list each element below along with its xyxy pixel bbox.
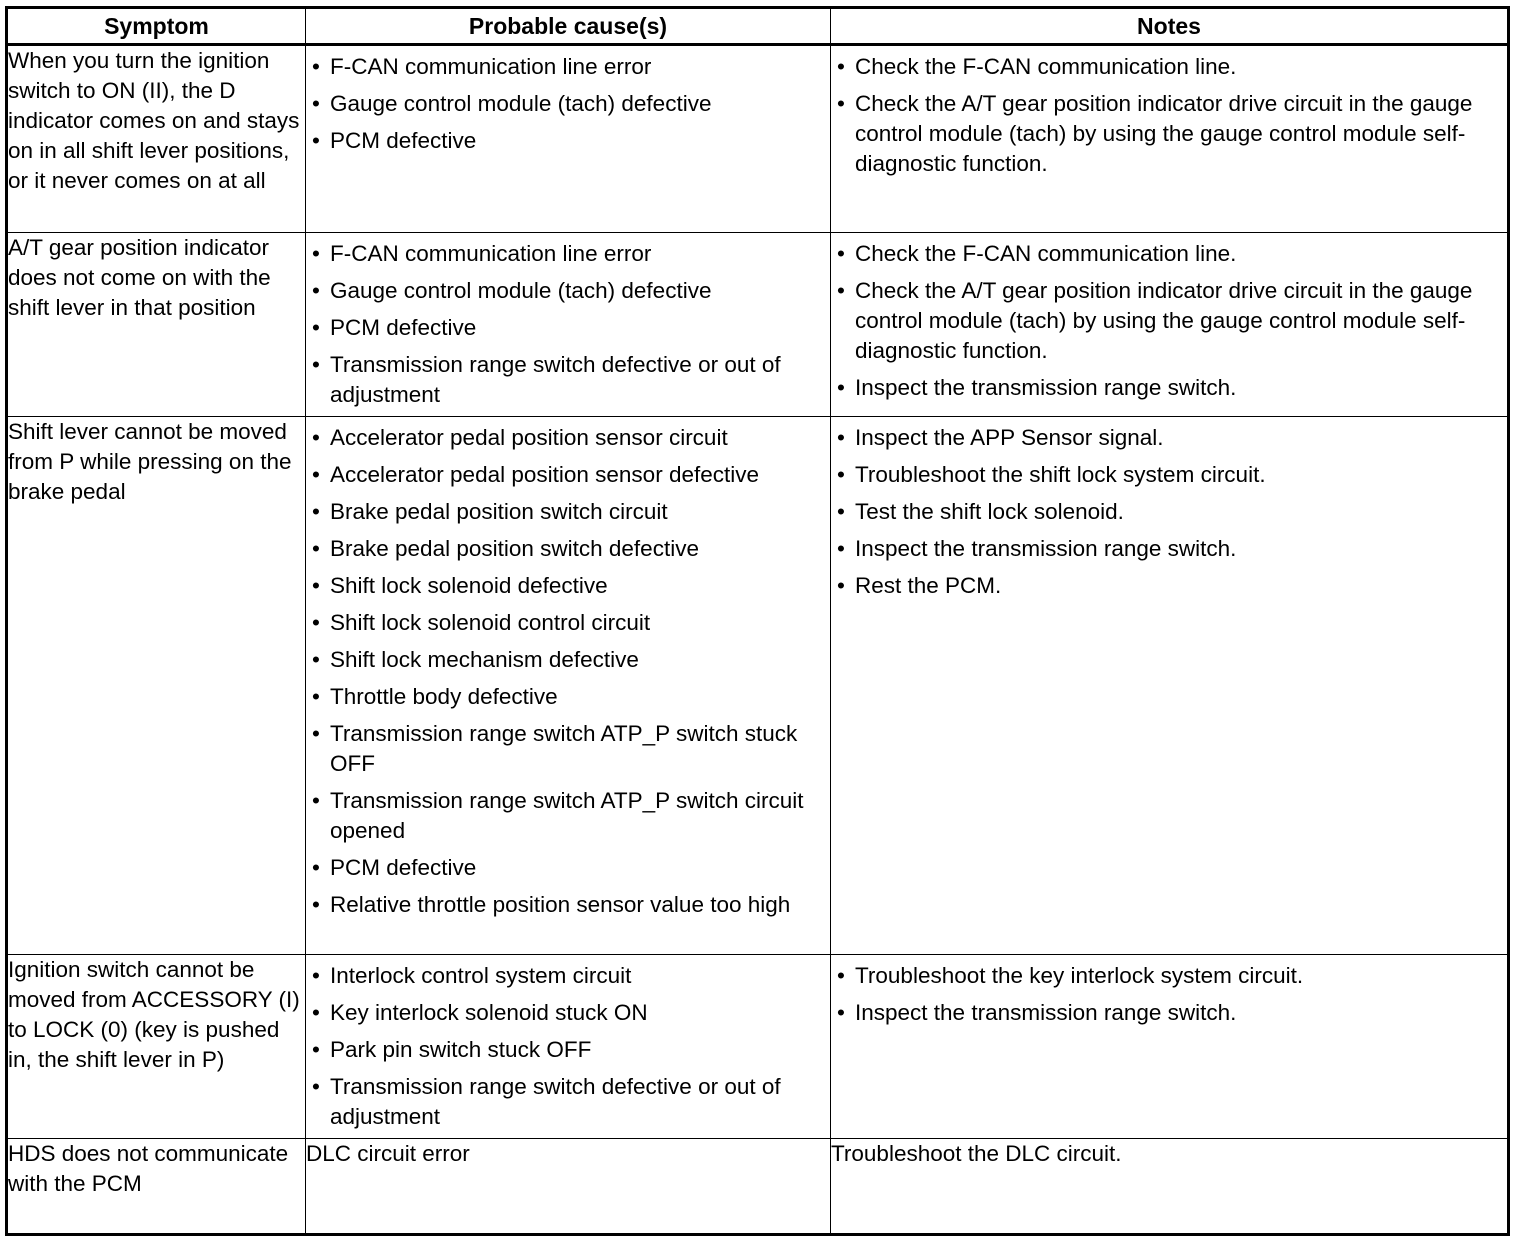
notes-list [831, 233, 1507, 409]
cause-text: F-CAN communication line error [330, 241, 652, 266]
bullet-icon: • [837, 1000, 845, 1025]
bullet-icon: • [312, 892, 320, 917]
cause-text: Transmission range switch defective or out of adjustment [330, 352, 781, 407]
list-item [310, 961, 826, 991]
list-item [310, 682, 826, 712]
bullet-icon: • [312, 425, 320, 450]
note-text: Check the A/T gear position indicator drive circuit in the gauge control module (tach) by using the gauge control module self-diagnostic function. [855, 278, 1473, 363]
bullet-icon: • [837, 536, 845, 561]
notes-cell [831, 955, 1509, 1139]
cause-text: Shift lock solenoid defective [330, 573, 608, 598]
bullet-icon: • [312, 315, 320, 340]
cause-text: Transmission range switch defective or out of adjustment [330, 1074, 781, 1129]
cause-text: Brake pedal position switch defective [330, 536, 699, 561]
cause-text: Gauge control module (tach) defective [330, 91, 712, 116]
cause-text: Interlock control system circuit [330, 963, 632, 988]
note-text: Rest the PCM. [855, 573, 1002, 598]
list-item [835, 571, 1503, 601]
cause-text: Accelerator pedal position sensor circuit [330, 425, 728, 450]
list-item [310, 497, 826, 527]
list-item [310, 890, 826, 920]
list-item [310, 350, 826, 410]
note-text: Inspect the transmission range switch. [855, 375, 1237, 400]
note-text: Inspect the transmission range switch. [855, 536, 1237, 561]
list-item [310, 460, 826, 490]
causes-list [306, 955, 830, 1138]
bullet-icon: • [312, 573, 320, 598]
list-item [835, 373, 1503, 403]
bullet-icon: • [312, 241, 320, 266]
list-item [310, 786, 826, 846]
cause-text: Shift lock mechanism defective [330, 647, 639, 672]
bullet-icon: • [312, 1037, 320, 1062]
bullet-icon: • [312, 278, 320, 303]
cause-text: Shift lock solenoid control circuit [330, 610, 651, 635]
cause-text: Throttle body defective [330, 684, 558, 709]
note-text: Check the A/T gear position indicator drive circuit in the gauge control module (tach) by using the gauge control module self-diagnostic function. [855, 91, 1473, 176]
notes-cell [831, 233, 1509, 417]
bullet-icon: • [312, 499, 320, 524]
symptom-cell: When you turn the ignition switch to ON (II), the D indicator comes on and stays on in all shift lever positions, or it never comes on at all [7, 45, 306, 233]
list-item [835, 460, 1503, 490]
list-item [835, 239, 1503, 269]
bullet-icon: • [837, 425, 845, 450]
causes-cell [306, 417, 831, 955]
list-item [835, 961, 1503, 991]
bullet-icon: • [312, 1000, 320, 1025]
list-item [835, 52, 1503, 82]
header-symptom: Symptom [7, 8, 306, 45]
bullet-icon: • [312, 1074, 320, 1099]
list-item [310, 853, 826, 883]
notes-list [831, 417, 1507, 607]
header-notes: Notes [831, 8, 1509, 45]
troubleshooting-table [5, 6, 1510, 1236]
note-text: Inspect the APP Sensor signal. [855, 425, 1164, 450]
cause-text: Gauge control module (tach) defective [330, 278, 712, 303]
list-item [310, 719, 826, 779]
list-item [835, 89, 1503, 179]
list-item [310, 571, 826, 601]
table-row [7, 1139, 1509, 1235]
notes-cell [831, 45, 1509, 233]
list-item [310, 998, 826, 1028]
list-item [835, 423, 1503, 453]
list-item [310, 126, 826, 156]
bullet-icon: • [312, 963, 320, 988]
bullet-icon: • [312, 721, 320, 746]
causes-cell: DLC circuit error [306, 1139, 831, 1235]
bullet-icon: • [837, 963, 845, 988]
cause-text: Transmission range switch ATP_P switch stuck OFF [330, 721, 798, 776]
cause-text: PCM defective [330, 855, 477, 880]
bullet-icon: • [312, 788, 320, 813]
symptom-cell: HDS does not communicate with the PCM [7, 1139, 306, 1235]
bullet-icon: • [837, 54, 845, 79]
bullet-icon: • [312, 352, 320, 377]
bullet-icon: • [312, 647, 320, 672]
bullet-icon: • [837, 462, 845, 487]
symptom-cell: A/T gear position indicator does not come on with the shift lever in that position [7, 233, 306, 417]
table-row [7, 45, 1509, 233]
bullet-icon: • [312, 128, 320, 153]
notes-list [831, 46, 1507, 185]
list-item [310, 608, 826, 638]
bullet-icon: • [312, 91, 320, 116]
cause-text: Transmission range switch ATP_P switch circuit opened [330, 788, 804, 843]
list-item [310, 423, 826, 453]
notes-list [831, 955, 1507, 1034]
cause-text: Accelerator pedal position sensor defective [330, 462, 759, 487]
list-item [835, 534, 1503, 564]
causes-list [306, 46, 830, 162]
list-item [835, 998, 1503, 1028]
symptom-cell: Shift lever cannot be moved from P while pressing on the brake pedal [7, 417, 306, 955]
notes-cell: Troubleshoot the DLC circuit. [831, 1139, 1509, 1235]
bullet-icon: • [312, 536, 320, 561]
bullet-icon: • [837, 241, 845, 266]
bullet-icon: • [312, 54, 320, 79]
table-row [7, 417, 1509, 955]
symptom-cell: Ignition switch cannot be moved from ACCESSORY (I) to LOCK (0) (key is pushed in, the shift lever in P) [7, 955, 306, 1139]
cause-text: Brake pedal position switch circuit [330, 499, 668, 524]
bullet-icon: • [837, 91, 845, 116]
cause-text: PCM defective [330, 315, 477, 340]
causes-list [306, 233, 830, 416]
table-row [7, 233, 1509, 417]
note-text: Check the F-CAN communication line. [855, 54, 1237, 79]
bullet-icon: • [837, 573, 845, 598]
list-item [310, 313, 826, 343]
notes-cell [831, 417, 1509, 955]
list-item [835, 276, 1503, 366]
bullet-icon: • [312, 610, 320, 635]
list-item [835, 497, 1503, 527]
causes-cell [306, 955, 831, 1139]
header-probable-causes: Probable cause(s) [306, 8, 831, 45]
bullet-icon: • [837, 499, 845, 524]
list-item [310, 52, 826, 82]
list-item [310, 534, 826, 564]
note-text: Check the F-CAN communication line. [855, 241, 1237, 266]
list-item [310, 645, 826, 675]
cause-text: PCM defective [330, 128, 477, 153]
causes-list [306, 417, 830, 926]
list-item [310, 1035, 826, 1065]
list-item [310, 239, 826, 269]
cause-text: Park pin switch stuck OFF [330, 1037, 592, 1062]
cause-text: F-CAN communication line error [330, 54, 652, 79]
note-text: Troubleshoot the key interlock system circuit. [855, 963, 1304, 988]
bullet-icon: • [312, 684, 320, 709]
list-item [310, 1072, 826, 1132]
note-text: Test the shift lock solenoid. [855, 499, 1124, 524]
bullet-icon: • [837, 375, 845, 400]
table-row [7, 955, 1509, 1139]
causes-cell [306, 45, 831, 233]
list-item [310, 276, 826, 306]
list-item [310, 89, 826, 119]
note-text: Inspect the transmission range switch. [855, 1000, 1237, 1025]
note-text: Troubleshoot the shift lock system circuit. [855, 462, 1266, 487]
bullet-icon: • [837, 278, 845, 303]
cause-text: Key interlock solenoid stuck ON [330, 1000, 648, 1025]
header-row [7, 8, 1509, 45]
bullet-icon: • [312, 855, 320, 880]
cause-text: Relative throttle position sensor value too high [330, 892, 791, 917]
bullet-icon: • [312, 462, 320, 487]
causes-cell [306, 233, 831, 417]
